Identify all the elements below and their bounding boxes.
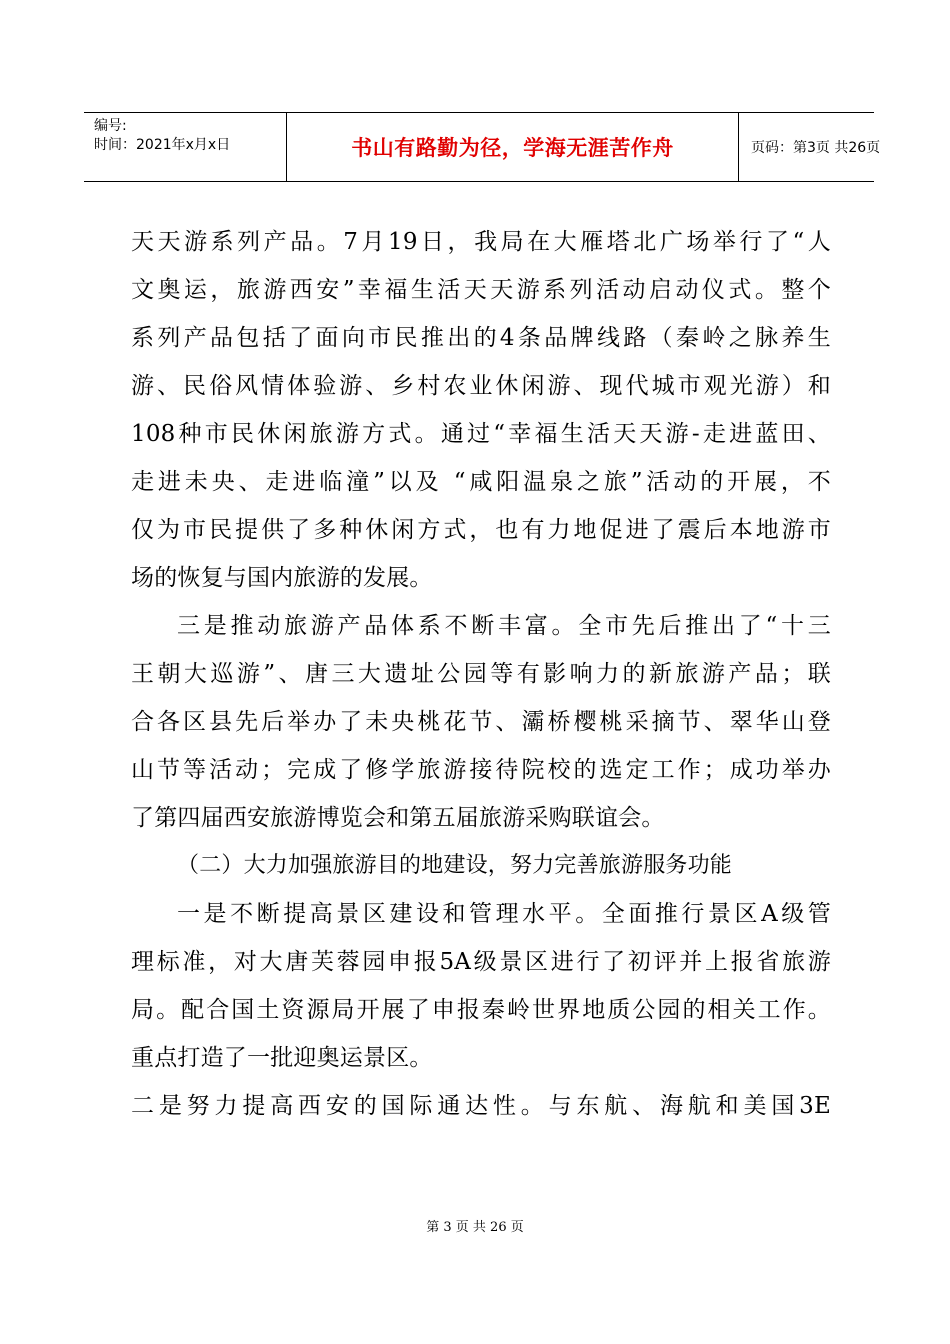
page-footer: 第 3 页 共 26 页 <box>426 1220 524 1235</box>
body-line: 理标准，对大唐芙蓉园申报5A级景区进行了初评并上报省旅游 <box>131 949 831 975</box>
header-page-info: 页码：第3页 共26页 <box>751 140 881 156</box>
body-line: 合各区县先后举办了未央桃花节、灞桥樱桃采摘节、翠华山登 <box>131 709 831 735</box>
document-time-label: 时间：2021年x月x日 <box>94 137 231 153</box>
body-line: 局。配合国土资源局开展了申报秦岭世界地质公园的相关工作。 <box>131 997 831 1023</box>
header-meta <box>84 113 286 181</box>
body-line: 108种市民休闲旅游方式。通过“幸福生活天天游-走进蓝田、 <box>131 421 831 447</box>
body-line: 了第四届西安旅游博览会和第五届旅游采购联谊会。 <box>131 805 665 831</box>
body-line: 二是努力提高西安的国际通达性。与东航、海航和美国3E <box>131 1093 831 1119</box>
body-line: 山节等活动；完成了修学旅游接待院校的选定工作；成功举办 <box>131 757 831 783</box>
header-motto: 书山有路勤为径，学海无涯苦作舟 <box>351 136 674 160</box>
document-number-label: 编号: <box>94 118 127 134</box>
body-line: 一是不断提高景区建设和管理水平。全面推行景区A级管 <box>177 901 831 927</box>
body-line: 走进未央、走进临潼”以及 “咸阳温泉之旅”活动的开展，不 <box>131 469 831 495</box>
body-line: 重点打造了一批迎奥运景区。 <box>131 1045 433 1071</box>
body-line: 仅为市民提供了多种休闲方式，也有力地促进了震后本地游市 <box>131 517 831 543</box>
body-line: 场的恢复与国内旅游的发展。 <box>131 565 433 591</box>
body-line: 文奥运，旅游西安”幸福生活天天游系列活动启动仪式。整个 <box>131 277 831 303</box>
page-header <box>84 112 881 182</box>
body-line: 王朝大巡游”、唐三大遗址公园等有影响力的新旅游产品；联 <box>131 661 831 687</box>
body-line: 游、民俗风情体验游、乡村农业休闲游、现代城市观光游）和 <box>131 373 831 399</box>
header-motto-cell <box>286 113 739 181</box>
body-line: 三是推动旅游产品体系不断丰富。全市先后推出了“十三 <box>177 613 831 639</box>
section-heading: （二）大力加强旅游目的地建设，努力完善旅游服务功能 <box>177 853 733 878</box>
body-line: 天天游系列产品。7月19日，我局在大雁塔北广场举行了“人 <box>131 229 831 255</box>
body-line: 系列产品包括了面向市民推出的4条品牌线路（秦岭之脉养生 <box>131 325 831 351</box>
document-body <box>131 218 831 1130</box>
